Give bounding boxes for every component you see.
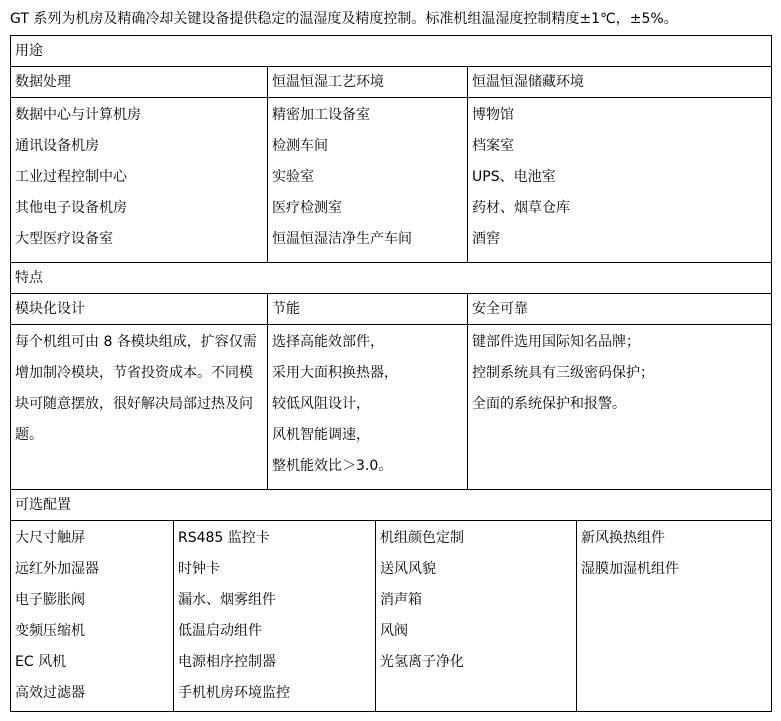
list-item: 电源相序控制器 [178,654,276,670]
list-item: 博物馆 [472,107,514,123]
list-item: 大型医疗设备室 [15,231,113,247]
list-item: 变频压缩机 [15,623,85,639]
list-item: 医疗检测室 [272,200,342,216]
list-item: 数据中心与计算机房 [15,107,141,123]
usage-header-data: 数据处理 [11,67,268,98]
options-col-1 [11,521,174,712]
features-header-energy: 节能 [268,294,468,325]
list-item: 手机机房环境监控 [178,685,290,701]
list-item: 低温启动组件 [178,623,262,639]
list-item: 恒温恒湿洁净生产车间 [272,231,412,247]
features-safety-list [468,325,772,490]
features-header-modular: 模块化设计 [11,294,268,325]
list-item: 送风风貌 [380,561,436,577]
list-item: 光氢离子净化 [380,654,464,670]
list-item: 工业过程控制中心 [15,169,127,185]
list-item: 风阀 [380,623,408,639]
list-item: 消声箱 [380,592,422,608]
list-item: 实验室 [272,169,314,185]
usage-title: 用途 [11,36,772,67]
list-item: 档案室 [472,138,514,154]
list-item: 控制系统具有三级密码保护； [472,365,654,381]
usage-header-storage: 恒温恒湿储藏环境 [468,67,772,98]
list-item: 较低风阻设计， [272,396,370,412]
list-item: 酒窖 [472,231,500,247]
features-title: 特点 [11,263,772,294]
list-item: 风机智能调速， [272,427,370,443]
features-header-safety: 安全可靠 [468,294,772,325]
list-item: 电子膨胀阀 [15,592,85,608]
list-item: 选择高能效部件， [272,334,384,350]
list-item: 机组颜色定制 [380,530,464,546]
usage-list-storage [468,98,772,263]
list-item: 漏水、烟雾组件 [178,592,276,608]
options-col-4 [577,521,772,712]
list-item: EC 风机 [15,654,67,670]
list-item: 采用大面积换热器， [272,365,398,381]
list-item: 键部件选用国际知名品牌； [472,334,640,350]
usage-list-process [268,98,468,263]
list-item: 时钟卡 [178,561,220,577]
list-item: 精密加工设备室 [272,107,370,123]
list-item: 湿膜加湿机组件 [581,561,679,577]
list-item: 全面的系统保护和报警。 [472,396,626,412]
spec-table [10,35,772,712]
options-col-2 [174,521,376,712]
features-modular-text [11,325,268,490]
list-item: 高效过滤器 [15,685,85,701]
list-item: 通讯设备机房 [15,138,99,154]
options-col-3 [376,521,577,712]
usage-header-process: 恒温恒湿工艺环境 [268,67,468,98]
list-item: UPS、电池室 [472,169,556,185]
paragraph: 每个机组可由 8 各模块组成，扩容仅需增加制冷模块，节省投资成本。不同模块可随意摆放，很好解决局部过热及问题。 [15,334,257,443]
options-title: 可选配置 [11,490,772,521]
list-item: RS485 监控卡 [178,530,270,546]
list-item: 新风换热组件 [581,530,665,546]
list-item: 其他电子设备机房 [15,200,127,216]
list-item: 大尺寸触屏 [15,530,85,546]
features-energy-list [268,325,468,490]
list-item: 检测车间 [272,138,328,154]
list-item: 药材、烟草仓库 [472,200,570,216]
list-item: 远红外加湿器 [15,561,99,577]
usage-list-data [11,98,268,263]
intro-text: GT 系列为机房及精确冷却关键设备提供稳定的温湿度及精度控制。标准机组温湿度控制精度±1℃，±5%。 [10,11,678,27]
list-item: 整机能效比＞3.0。 [272,458,393,474]
